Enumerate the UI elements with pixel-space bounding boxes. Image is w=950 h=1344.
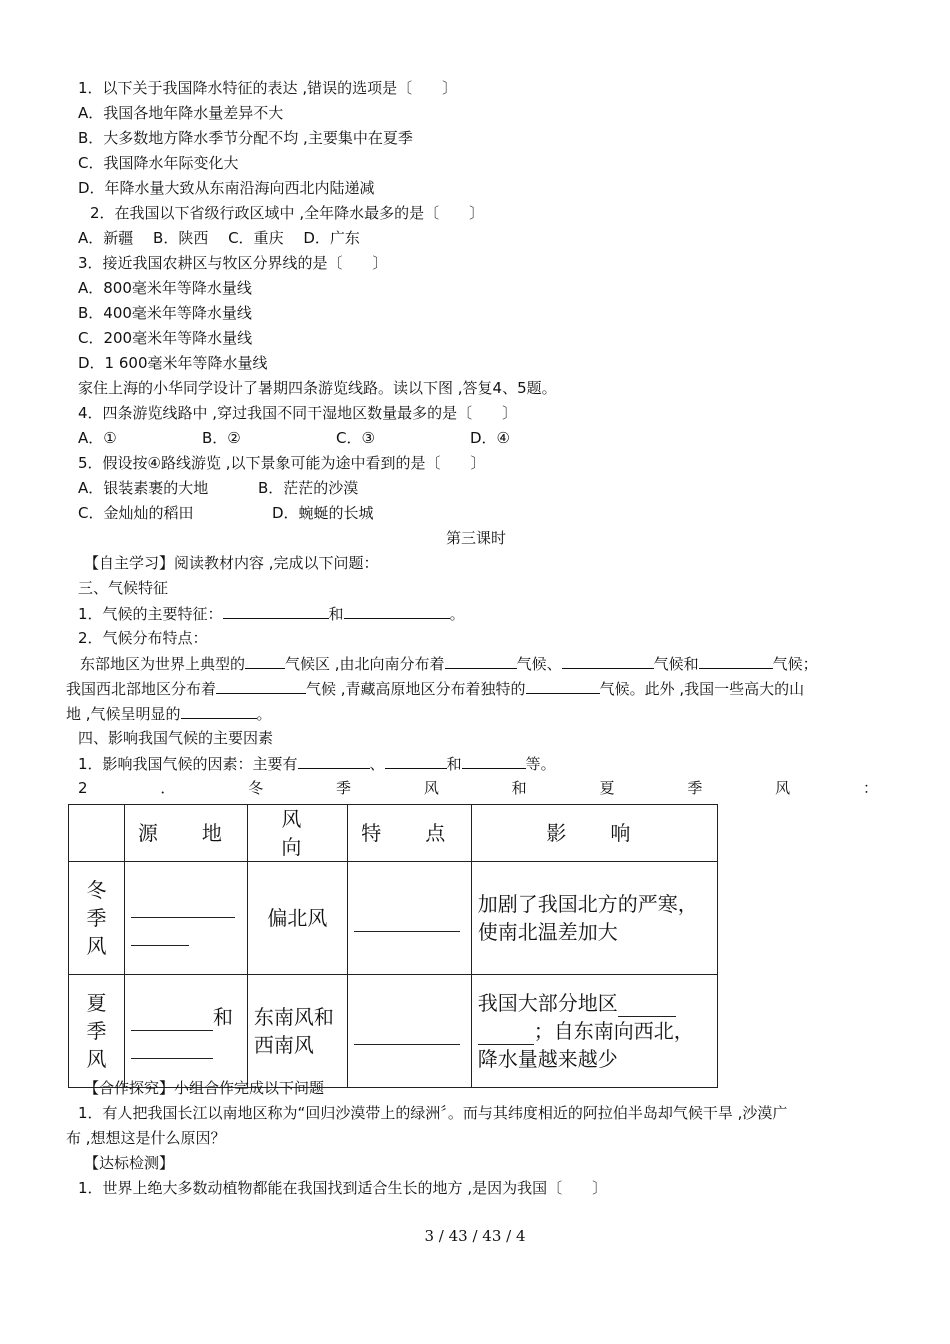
answer-blank[interactable] <box>618 994 676 1017</box>
char: 风 <box>775 779 791 797</box>
monsoon-table <box>68 804 718 1088</box>
q5-option-d: D．蜿蜒的长城 <box>272 504 374 522</box>
summer-source-and: 和 <box>212 1005 233 1029</box>
answer-blank[interactable] <box>131 1036 213 1059</box>
header-source: 源 地 <box>124 805 247 862</box>
char: 季 <box>336 779 352 797</box>
header-corner <box>69 805 125 862</box>
summer-source-cell <box>124 975 247 1088</box>
page-footer: 3 / 43 / 43 / 4 <box>424 1227 526 1245</box>
summer-impact-pre: 我国大部分地区 <box>477 991 618 1015</box>
text: 东部地区为世界上典型的 <box>80 655 246 673</box>
check-q1: 1．世界上绝大多数动植物都能在我国找到适合生长的地方 ,是因为我国〔 〕 <box>78 1179 608 1197</box>
q3-option-b: B．400毫米年等降水量线 <box>78 304 252 322</box>
coop-q1-line1: 1．有人把我国长江以南地区称为“回归沙漠带上的绿洲〞。而与其纬度相近的阿拉伯半岛却气候干旱 ,沙漠广 <box>78 1104 788 1122</box>
s4-q2-justified <box>78 778 878 798</box>
q3-option-d: D．1 600毫米年等降水量线 <box>78 354 268 372</box>
text: 气候、 <box>516 655 562 673</box>
summer-feature-cell <box>347 975 471 1088</box>
climate-para-line2 <box>66 678 804 699</box>
header-direction: 风 向 <box>247 805 347 862</box>
q1-option-a: A．我国各地年降水量差异不大 <box>78 104 284 122</box>
text: 。 <box>256 705 272 723</box>
answer-blank[interactable] <box>354 1022 460 1045</box>
s3-q1-prefix: 1．气候的主要特征： <box>78 605 223 623</box>
text: 等。 <box>525 755 556 773</box>
q4-option-a: A．① <box>78 429 117 447</box>
q3-stem: 3．接近我国农耕区与牧区分界线的是〔 〕 <box>78 254 388 272</box>
winter-source-cell <box>124 862 247 975</box>
header-feature: 特 点 <box>347 805 471 862</box>
answer-blank[interactable] <box>298 753 370 769</box>
text: 气候。此外 ,我国一些高大的山 <box>599 680 805 698</box>
summer-label: 夏季风 <box>69 975 125 1088</box>
s3-q1-end: 。 <box>449 605 465 623</box>
q5-option-c: C．金灿灿的稻田 <box>78 504 194 522</box>
coop-heading: 【合作探究】小组合作完成以下问题 <box>84 1079 325 1097</box>
text: 气候； <box>772 655 818 673</box>
s3-q1-mid: 和 <box>328 605 344 623</box>
text: 气候和 <box>653 655 699 673</box>
char: ： <box>862 779 878 797</box>
answer-blank[interactable] <box>699 653 773 669</box>
q1-option-b: B．大多数地方降水季节分配不均 ,主要集中在夏季 <box>78 129 413 147</box>
winter-label: 冬季风 <box>69 862 125 975</box>
header-impact: 影 响 <box>471 805 717 862</box>
answer-blank[interactable] <box>526 678 600 694</box>
text: 我国西北部地区分布着 <box>66 680 217 698</box>
table-row-summer <box>69 975 718 1088</box>
q5-option-b: B．茫茫的沙漠 <box>258 479 359 497</box>
text: 地 ,气候呈明显的 <box>66 705 181 723</box>
climate-para-line3 <box>66 703 272 724</box>
q1-option-d: D．年降水量大致从东南沿海向西北内陆递减 <box>78 179 375 197</box>
climate-para-line1 <box>80 653 818 674</box>
table-header-row <box>69 805 718 862</box>
q45-intro: 家住上海的小华同学设计了暑期四条游览线路。读以下图 ,答复4、5题。 <box>78 379 557 397</box>
q2-stem: 2．在我国以下省级行政区域中 ,全年降水最多的是〔 〕 <box>90 204 485 222</box>
answer-blank[interactable] <box>562 653 654 669</box>
q5-stem: 5．假设按④路线游览 ,以下景象可能为途中看到的是〔 〕 <box>78 454 486 472</box>
s3-q1 <box>78 603 465 624</box>
q4-option-b: B．② <box>202 429 241 447</box>
char: 夏 <box>599 779 615 797</box>
answer-blank[interactable] <box>462 753 526 769</box>
text: 气候 ,青藏高原地区分布着独特的 <box>306 680 526 698</box>
q5-option-a: A．银装素裹的大地 <box>78 479 209 497</box>
summer-impact-post: ；自东南向西北，降水量越来越少 <box>477 1019 694 1071</box>
text: 1．影响我国气候的因素：主要有 <box>78 755 298 773</box>
answer-blank[interactable] <box>354 909 460 932</box>
check-heading: 【达标检测】 <box>84 1154 175 1172</box>
answer-blank[interactable] <box>223 603 329 619</box>
table-row-winter <box>69 862 718 975</box>
s4-q1 <box>78 753 556 774</box>
char: 季 <box>687 779 703 797</box>
q1-option-c: C．我国降水年际变化大 <box>78 154 239 172</box>
char: 和 <box>511 779 527 797</box>
summer-impact-cell <box>471 975 717 1088</box>
q3-option-c: C．200毫米年等降水量线 <box>78 329 253 347</box>
winter-direction: 偏北风 <box>247 862 347 975</box>
section-4-title: 四、影响我国气候的主要因素 <box>78 729 274 747</box>
answer-blank[interactable] <box>216 678 306 694</box>
lesson-title: 第三课时 <box>446 529 507 547</box>
summer-direction: 东南风和西南风 <box>247 975 347 1088</box>
answer-blank[interactable] <box>181 703 257 719</box>
answer-blank[interactable] <box>245 653 285 669</box>
answer-blank[interactable] <box>131 923 189 946</box>
text: 、 <box>369 755 385 773</box>
coop-q1-line2: 布 ,想想这是什么原因？ <box>66 1129 226 1147</box>
section-3-title: 三、气候特征 <box>78 579 169 597</box>
self-study-heading: 【自主学习】阅读教材内容 ,完成以下问题： <box>84 554 379 572</box>
text: 气候区 ,由北向南分布着 <box>285 655 445 673</box>
q2-options: A．新疆 B．陕西 C．重庆 D．广东 <box>78 229 360 247</box>
q4-option-c: C．③ <box>336 429 375 447</box>
answer-blank[interactable] <box>478 1022 534 1045</box>
q3-option-a: A．800毫米年等降水量线 <box>78 279 252 297</box>
char: ． <box>160 779 176 797</box>
char: 冬 <box>248 779 264 797</box>
text: 和 <box>446 755 462 773</box>
answer-blank[interactable] <box>344 603 450 619</box>
q1-stem: 1．以下关于我国降水特征的表达 ,错误的选项是〔 〕 <box>78 79 458 97</box>
answer-blank[interactable] <box>131 1008 213 1031</box>
q4-stem: 4．四条游览线路中 ,穿过我国不同干湿地区数量最多的是〔 〕 <box>78 404 518 422</box>
char: 风 <box>423 779 439 797</box>
answer-blank[interactable] <box>131 895 235 918</box>
winter-impact: 加剧了我国北方的严寒，使南北温差加大 <box>471 862 717 975</box>
q4-option-d: D．④ <box>470 429 510 447</box>
s3-q2: 2．气候分布特点： <box>78 629 208 647</box>
winter-feature-cell <box>347 862 471 975</box>
answer-blank[interactable] <box>385 753 447 769</box>
char: 2 <box>78 779 88 797</box>
answer-blank[interactable] <box>445 653 517 669</box>
